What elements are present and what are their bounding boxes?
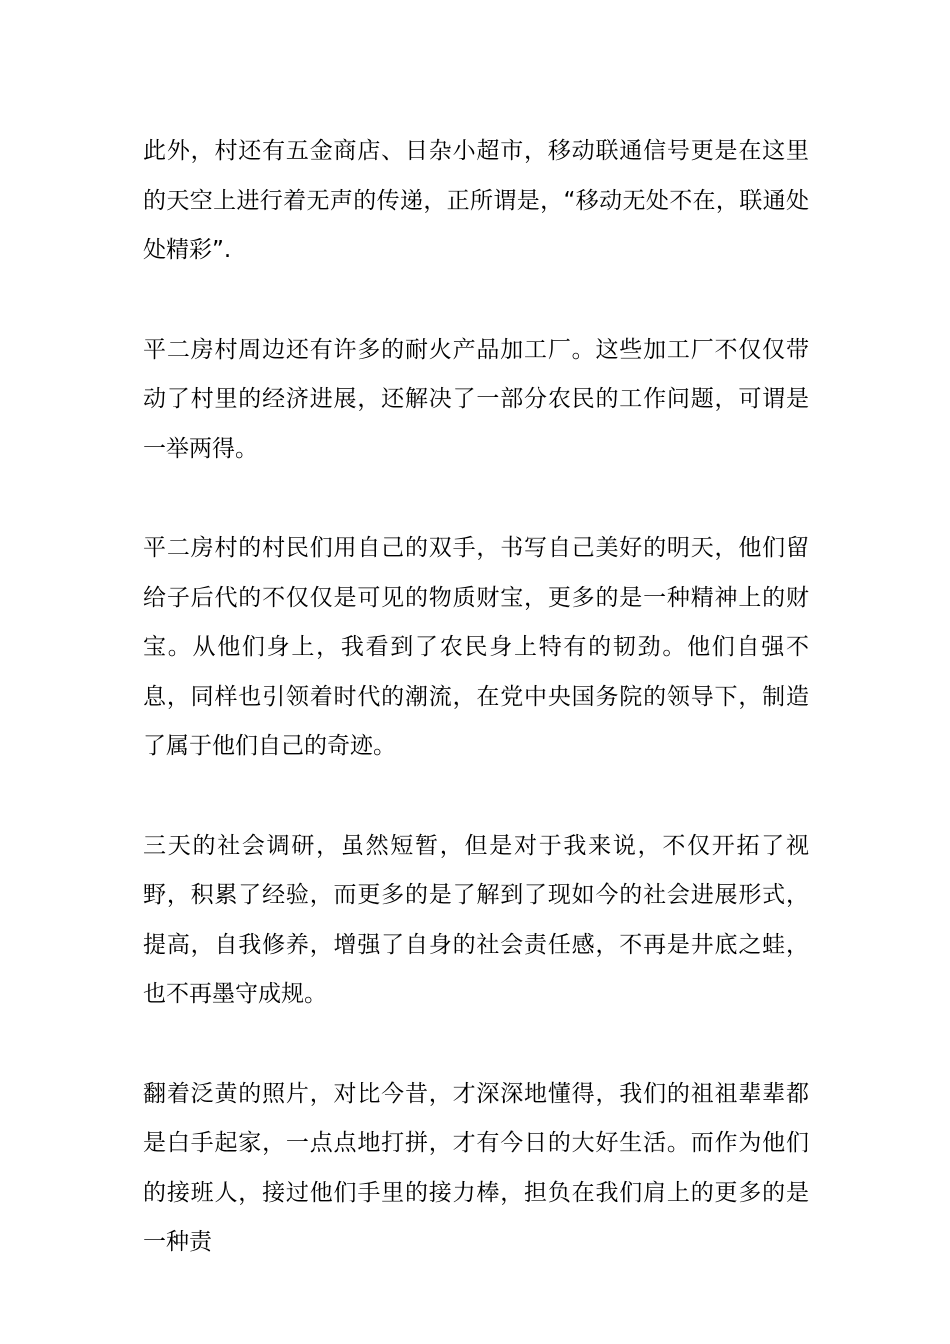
document-body [143, 127, 809, 1268]
paragraph-4: 三天的社会调研，虽然短暂，但是对于我来说，不仅开拓了视野，积累了经验，而更多的是了解到了现如今的社会进展形式，提高，自我修养，增强了自身的社会责任感，不再是井底之蛙，也不再墨守成规。 [143, 832, 809, 1007]
paragraph-5: 翻着泛黄的照片，对比今昔，才深深地懂得，我们的祖祖辈辈都是白手起家，一点点地打拼，才有今日的大好生活。而作为他们的接班人，接过他们手里的接力棒，担负在我们肩上的更多的是一种责 [143, 1080, 809, 1255]
paragraph-2: 平二房村周边还有许多的耐火产品加工厂。这些加工厂不仅仅带动了村里的经济进展，还解决了一部分农民的工作问题，可谓是一举两得。 [143, 336, 809, 462]
paragraph-1: 此外，村还有五金商店、日杂小超市，移动联通信号更是在这里的天空上进行着无声的传递，正所谓是，“移动无处不在，联通处处精彩”. [143, 138, 809, 263]
paragraph-3: 平二房村的村民们用自己的双手，书写自己美好的明天，他们留给子后代的不仅仅是可见的物质财宝，更多的是一种精神上的财宝。从他们身上，我看到了农民身上特有的韧劲。他们自强不息，同样也引领着时代的潮流，在党中央国务院的领导下，制造了属于他们自己的奇迹。 [143, 535, 809, 759]
